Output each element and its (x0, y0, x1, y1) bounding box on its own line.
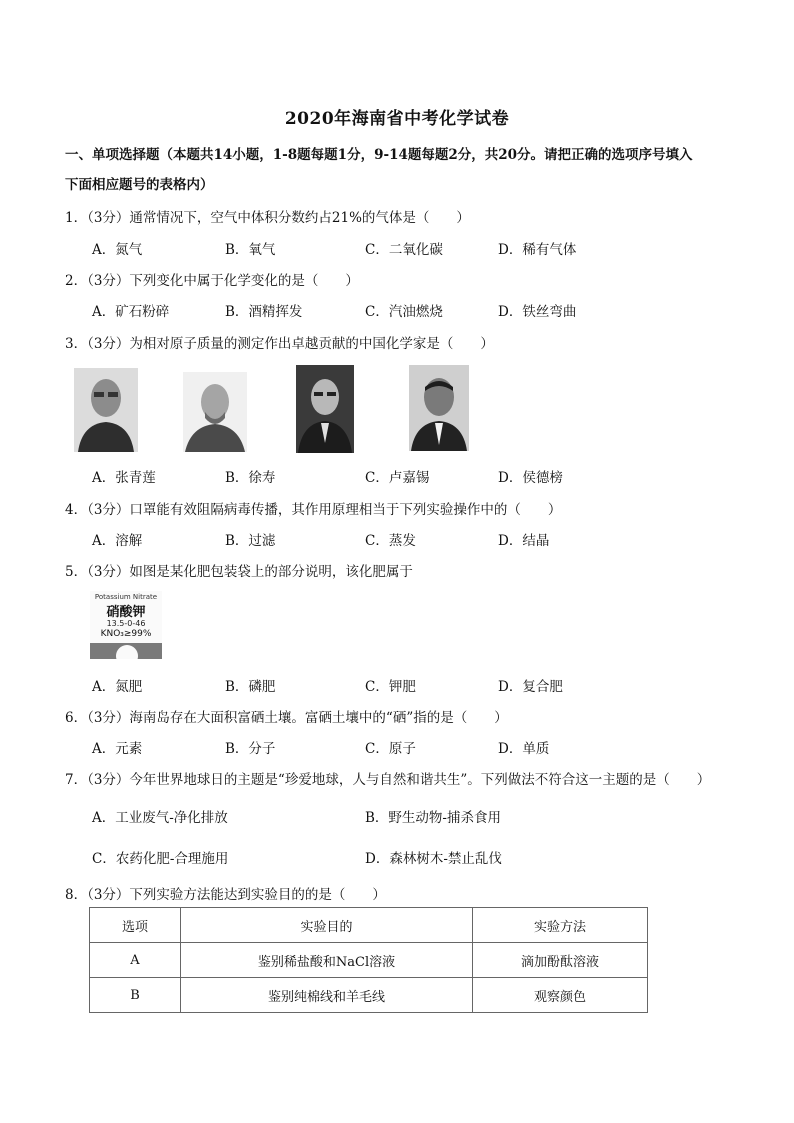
option-a: A．工业废气-净化排放 (92, 810, 228, 826)
table-header-cell: 实验目的 (181, 908, 473, 943)
question-8: 8．（3分）下列实验方法能达到实验目的的是（ ） (65, 887, 386, 903)
option-c: C．农药化肥-合理施用 (92, 851, 229, 867)
option-c: C．蒸发 (365, 533, 416, 549)
portrait-photo-b (183, 372, 247, 452)
portrait-photo-a (74, 368, 138, 452)
portrait-photo-c (296, 365, 354, 453)
section-heading-line2: 下面相应题号的表格内） (65, 177, 214, 193)
option-a: A．溶解 (92, 533, 143, 549)
page-title: 2020年海南省中考化学试卷 (284, 109, 510, 129)
option-c: C．原子 (365, 741, 416, 757)
option-a: A．张青莲 (92, 470, 156, 486)
question-2: 2．（3分）下列变化中属于化学变化的是（ ） (65, 273, 359, 289)
option-b: B．酒精挥发 (225, 304, 303, 320)
question-5: 5．（3分）如图是某化肥包装袋上的部分说明，该化肥属于 (65, 564, 413, 580)
option-d: D．结晶 (498, 533, 550, 549)
question-7: 7．（3分）今年世界地球日的主题是“珍爱地球，人与自然和谐共生”。下列做法不符合这一主题的是（ ） (65, 772, 711, 788)
option-d: D．复合肥 (498, 679, 563, 695)
table-cell: 鉴别纯棉线和羊毛线 (181, 978, 473, 1013)
table-cell: 鉴别稀盐酸和NaCl溶液 (181, 943, 473, 978)
option-c: C．卢嘉锡 (365, 470, 430, 486)
fertilizer-label-band (90, 643, 162, 659)
option-b: B．野生动物-捕杀食用 (365, 810, 501, 826)
fertilizer-chinese-name: 硝酸钾 (106, 605, 146, 620)
option-a: A．氮肥 (92, 679, 143, 695)
table-row (90, 943, 648, 978)
option-d: D．侯德榜 (498, 470, 563, 486)
question-1: 1．（3分）通常情况下，空气中体积分数约占21%的气体是（ ） (65, 210, 470, 226)
question-2-options (92, 300, 732, 322)
option-a: A．矿石粉碎 (92, 304, 170, 320)
option-b: B．氧气 (225, 242, 276, 258)
table-header-row (90, 908, 648, 943)
question-5-options (92, 675, 732, 697)
option-b: B．过滤 (225, 533, 276, 549)
fertilizer-label-image (90, 591, 162, 659)
option-b: B．徐寿 (225, 470, 276, 486)
experiment-table (89, 907, 648, 1013)
question-6-options (92, 737, 732, 759)
option-b: B．分子 (225, 741, 276, 757)
fertilizer-formula: KNO₃≥99% (100, 629, 152, 639)
option-b: B．磷肥 (225, 679, 276, 695)
option-d: D．稀有气体 (498, 242, 577, 258)
option-c: C．汽油燃烧 (365, 304, 443, 320)
section-heading-line1: 一、单项选择题（本题共14小题，1-8题每题1分，9-14题每题2分，共20分。请把正确的选项序号填入 (65, 147, 693, 163)
table-cell: B (90, 978, 181, 1013)
table-header-cell: 实验方法 (473, 908, 648, 943)
option-d: D．单质 (498, 741, 550, 757)
option-a: A．元素 (92, 741, 143, 757)
question-4: 4．（3分）口罩能有效阻隔病毒传播，其作用原理相当于下列实验操作中的（ ） (65, 502, 562, 518)
option-a: A．氮气 (92, 242, 143, 258)
table-header-cell: 选项 (90, 908, 181, 943)
table-cell: 滴加酚酞溶液 (473, 943, 648, 978)
fertilizer-nutrient-ratio: 13.5-0-46 (106, 619, 146, 628)
option-d: D．铁丝弯曲 (498, 304, 577, 320)
question-3: 3．（3分）为相对原子质量的测定作出卓越贡献的中国化学家是（ ） (65, 336, 494, 352)
question-7-options-row1 (92, 806, 732, 828)
portrait-photo-d (409, 365, 469, 451)
option-d: D．森林树木-禁止乱伐 (365, 851, 502, 867)
fertilizer-english-name: Potassium Nitrate (94, 593, 158, 601)
question-6: 6．（3分）海南岛存在大面积富硒土壤。富硒土壤中的“硒”指的是（ ） (65, 710, 508, 726)
table-cell: 观察颜色 (473, 978, 648, 1013)
question-1-options (92, 238, 732, 260)
table-row (90, 978, 648, 1013)
option-c: C．二氧化碳 (365, 242, 443, 258)
question-4-options (92, 529, 732, 551)
option-c: C．钾肥 (365, 679, 416, 695)
question-3-options (92, 466, 732, 488)
question-7-options-row2 (92, 847, 732, 869)
table-cell: A (90, 943, 181, 978)
